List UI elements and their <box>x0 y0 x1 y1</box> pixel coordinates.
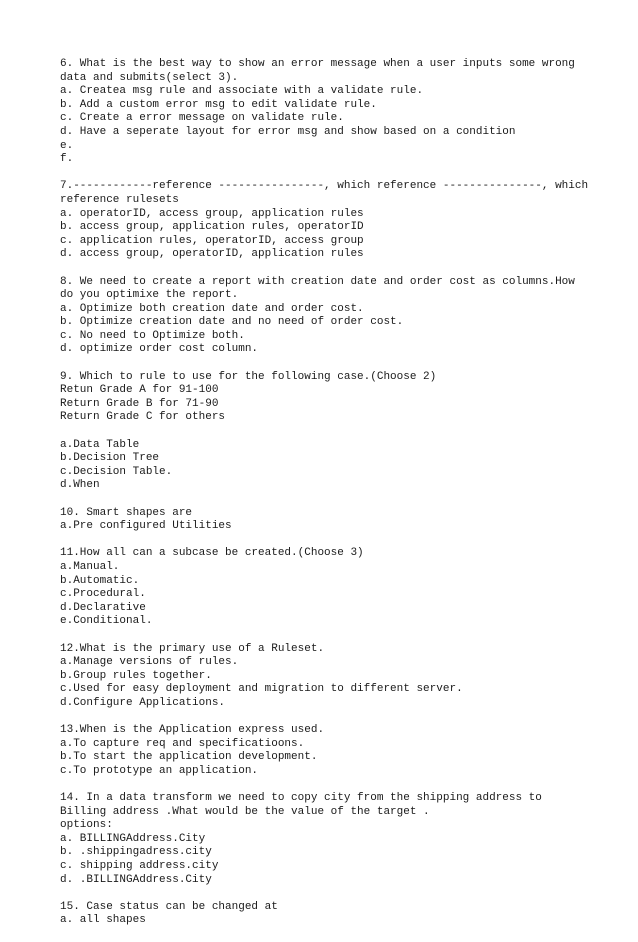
text-line: 6. What is the best way to show an error message when a user inputs some wrong <box>60 58 575 70</box>
text-line: do you optimixe the report. <box>60 289 239 302</box>
option-a: a.Data Table <box>60 438 140 451</box>
option-b: b.Group rules together. <box>60 669 212 682</box>
text-line: 14. In a data transform we need to copy city from the shipping address to <box>60 792 542 805</box>
option-a: a. Createa msg rule and associate with a validate rule. <box>60 85 424 98</box>
option-c: c.Decision Table. <box>60 465 173 478</box>
question-9 <box>60 371 620 425</box>
option-d: d.Declarative <box>60 601 146 614</box>
option-c: c. application rules, operatorID, access group <box>60 234 364 247</box>
option-d: d.When <box>60 479 100 492</box>
option-b: b. .shippingadress.city <box>60 846 212 859</box>
option-e: e. <box>60 139 74 152</box>
text-line: Retun Grade A for 91-100 <box>60 384 219 397</box>
option-a: a. Optimize both creation date and order cost. <box>60 302 364 315</box>
question-10 <box>60 507 620 534</box>
option-c: c.Procedural. <box>60 588 146 601</box>
text-line: data and submits(select 3). <box>60 71 239 84</box>
option-c: c.To prototype an application. <box>60 764 259 777</box>
text-line: 13.When is the Application express used. <box>60 724 325 737</box>
option-d: d. .BILLINGAddress.City <box>60 873 212 886</box>
text-line: reference rulesets <box>60 193 179 206</box>
option-d: d. optimize order cost column. <box>60 343 259 356</box>
option-b: b. Add a custom error msg to edit validate rule. <box>60 98 377 111</box>
question-11 <box>60 547 620 629</box>
question-9-options <box>60 439 620 493</box>
option-d: d. Have a seperate layout for error msg and show based on a condition <box>60 125 516 138</box>
question-7 <box>60 180 620 262</box>
option-a: a. operatorID, access group, application rules <box>60 207 364 220</box>
option-c: c. Create a error message on validate rule. <box>60 112 344 125</box>
text-line: 11.How all can a subcase be created.(Choose 3) <box>60 547 364 560</box>
option-b: b.Decision Tree <box>60 452 160 465</box>
question-14 <box>60 792 620 887</box>
option-b: b.To start the application development. <box>60 751 318 764</box>
option-a: a.Pre configured Utilities <box>60 520 232 533</box>
option-a: a. all shapes <box>60 914 146 927</box>
option-e: e.Conditional. <box>60 615 153 628</box>
question-15 <box>60 901 620 928</box>
text-line: 10. Smart shapes are <box>60 506 193 519</box>
text-line: Return Grade B for 71-90 <box>60 397 219 410</box>
question-13 <box>60 724 620 778</box>
text-line: options: <box>60 819 113 832</box>
option-b: b. Optimize creation date and no need of order cost. <box>60 316 404 329</box>
option-d: d.Configure Applications. <box>60 696 226 709</box>
option-c: c. shipping address.city <box>60 860 219 873</box>
option-f: f. <box>60 153 74 166</box>
option-c: c. No need to Optimize both. <box>60 329 245 342</box>
option-b: b. access group, application rules, operatorID <box>60 221 364 234</box>
text-line: Billing address .What would be the value of the target . <box>60 805 430 818</box>
text-line: 8. We need to create a report with creation date and order cost as columns.How <box>60 275 575 288</box>
text-line: 12.What is the primary use of a Ruleset. <box>60 642 325 655</box>
option-a: a.To capture req and specificatioons. <box>60 737 305 750</box>
option-d: d. access group, operatorID, application rules <box>60 248 364 261</box>
option-c: c.Used for easy deployment and migration to different server. <box>60 683 463 696</box>
text-line: 7.------------reference ----------------, which reference ---------------, which <box>60 180 589 193</box>
option-a: a.Manage versions of rules. <box>60 656 239 669</box>
option-a: a.Manual. <box>60 560 120 573</box>
option-a: a. BILLINGAddress.City <box>60 832 206 845</box>
question-12 <box>60 643 620 711</box>
document-page <box>60 58 620 942</box>
text-line: Return Grade C for others <box>60 411 226 424</box>
text-line: 15. Case status can be changed at <box>60 900 278 913</box>
text-line: 9. Which to rule to use for the following case.(Choose 2) <box>60 370 437 383</box>
option-b: b.Automatic. <box>60 574 140 587</box>
question-6 <box>60 58 620 167</box>
question-8 <box>60 276 620 358</box>
